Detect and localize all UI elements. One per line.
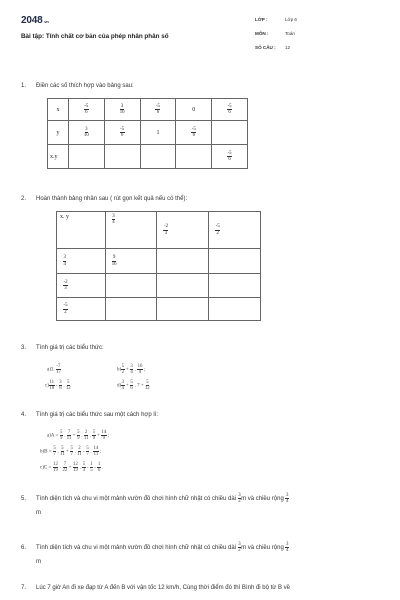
q2-answer-cell	[157, 274, 209, 298]
q1-row-label-x: x	[48, 99, 69, 121]
q2-answer-cell	[209, 298, 261, 321]
fraction: $\frac{-2}{3}$	[163, 224, 168, 236]
q2-col-header	[157, 212, 209, 249]
q1-y-cell	[104, 121, 140, 145]
fraction: $\frac{3}{2}$	[238, 542, 241, 554]
fraction: $\frac{3}{10}$	[83, 126, 89, 138]
page-title: Bài tập: Tính chất cơ bản của phép nhân phân số	[21, 33, 169, 40]
fraction: $\frac{-5}{6}$	[84, 103, 89, 115]
q2-col-header	[105, 212, 157, 249]
fraction: $\frac{-5}{6}$	[191, 126, 196, 138]
fraction: $\frac{3}{4}$	[285, 542, 289, 554]
q1-xy-cell	[212, 145, 248, 169]
q2-col-header	[209, 212, 261, 249]
q3-expression-d: d) $\frac{3}{4}$ + $\frac{5}{6}$ . 7 + $\frac{5}{12}$	[117, 380, 150, 392]
question-1: 1. Điền các số thích hợp vào bảng sau:	[21, 83, 134, 89]
fraction: $\frac{-7}{17}$	[55, 364, 61, 376]
question-5: 5. Tính diện tích và chu vi một mảnh vườn đồ chơi hình chữ nhật có chiều dài $\frac{3}{2}$ m và chiều rộng $\frac{3}{4}$	[21, 493, 289, 505]
q2-answer-cell	[105, 249, 157, 274]
meta-question-count: SỐ CÂU : 12	[255, 45, 291, 50]
q4-expression-c: c)C = $\frac{12}{19}$ - $\frac{7}{22}$ + $\frac{12}{19}$ . $\frac{5}{3}$ - $\frac{1}{5}$ - $\frac{1}{6}$ .	[40, 462, 104, 474]
q1-y-cell	[68, 121, 104, 145]
q1-xy-cell	[176, 145, 212, 169]
q2-answer-cell	[105, 298, 157, 321]
fraction: $\frac{-5}{6}$	[227, 103, 232, 115]
q1-x-cell	[68, 99, 104, 121]
q1-row-label-y: y	[48, 121, 69, 145]
fraction: $\frac{3}{4}$	[285, 493, 289, 505]
fraction: $\frac{-5}{6}$	[155, 103, 160, 115]
question-7: 7. Lúc 7 giờ An đi xe đạp từ A đến B với vận tốc 12 km/h, Cùng thời điểm đó thì Bình đi bộ từ B về	[21, 585, 290, 591]
q1-x-cell	[212, 99, 248, 121]
q2-row-header	[57, 274, 106, 298]
q1-xy-cell	[140, 145, 176, 169]
fraction: $\frac{-5}{6}$	[120, 126, 125, 138]
question-6: 6. Tính diện tích và chu vi một mảnh vườn đồ chơi hình chữ nhật có chiều dài $\frac{3}{2}$ m và chiều rộng $\frac{3}{4}$	[21, 542, 289, 554]
question-4: 4. Tính giá trị các biểu thức sau một cách hợp lí:	[21, 412, 159, 418]
q1-y-cell: 1	[140, 121, 176, 145]
meta-subject: MÔN : Toán	[255, 31, 295, 36]
q4-expression-b: b)B = $\frac{5}{7}$ . $\frac{5}{11}$ + $\frac{5}{7}$ . $\frac{2}{11}$ - $\frac{5}{7}$ . $\frac{14}{11}$ ;	[40, 446, 102, 458]
question-5-unit: m	[36, 510, 41, 516]
q3-expression-b: b) $\frac{5}{2}$ + $\frac{3}{4}$ . $\frac{16}{9}$ ;	[117, 364, 146, 376]
fraction: $\frac{3}{4}$	[63, 255, 66, 267]
q1-xy-cell	[68, 145, 104, 169]
question-2: 2. Hoàn thành bảng nhân sau ( rút gọn kết quả nếu có thể):	[21, 196, 188, 202]
fraction: $\frac{9}{16}$	[111, 255, 117, 267]
q3-expression-a: a)3. $\frac{-7}{17}$	[47, 364, 61, 376]
q1-x-cell	[140, 99, 176, 121]
fraction: $\frac{3}{2}$	[238, 493, 241, 505]
q1-xy-cell	[104, 145, 140, 169]
q1-y-cell	[176, 121, 212, 145]
q2-table	[56, 211, 261, 321]
q1-table	[47, 98, 248, 169]
q2-answer-cell	[157, 249, 209, 274]
question-3: 3. Tính giá trị các biểu thức:	[21, 345, 104, 351]
fraction: $\frac{-5}{2}$	[63, 303, 68, 315]
q1-x-cell: 0	[176, 99, 212, 121]
meta-class: LỚP : Lớp 6	[255, 17, 297, 22]
fraction: $\frac{-5}{2}$	[215, 224, 220, 236]
fraction: $\frac{-5}{6}$	[227, 150, 232, 162]
q1-x-cell	[104, 99, 140, 121]
q2-row-header	[57, 298, 106, 321]
q3-expression-c: c) $\frac{11}{18}$ - $\frac{3}{8}$ . $\frac{5}{12}$	[45, 380, 71, 392]
q2-row-header	[57, 249, 106, 274]
q1-y-cell	[212, 121, 248, 145]
q4-expression-a: a)A = $\frac{5}{9}$ . $\frac{7}{11}$ + $\frac{5}{9}$ . $\frac{2}{11}$ . $\frac{5}{9}$ + $\frac{14}{9}$ ;	[47, 430, 110, 442]
fraction: $\frac{-2}{3}$	[63, 279, 68, 291]
q2-corner: x. y	[57, 212, 106, 249]
q2-answer-cell	[209, 249, 261, 274]
question-6-unit: m	[36, 559, 41, 565]
site-logo: 2048.vn	[21, 15, 49, 26]
fraction: $\frac{3}{10}$	[119, 103, 125, 115]
q2-answer-cell	[157, 298, 209, 321]
q2-answer-cell	[105, 274, 157, 298]
q1-row-label-xy: x.y	[48, 145, 69, 169]
fraction: $\frac{3}{4}$	[112, 214, 115, 226]
q2-answer-cell	[209, 274, 261, 298]
